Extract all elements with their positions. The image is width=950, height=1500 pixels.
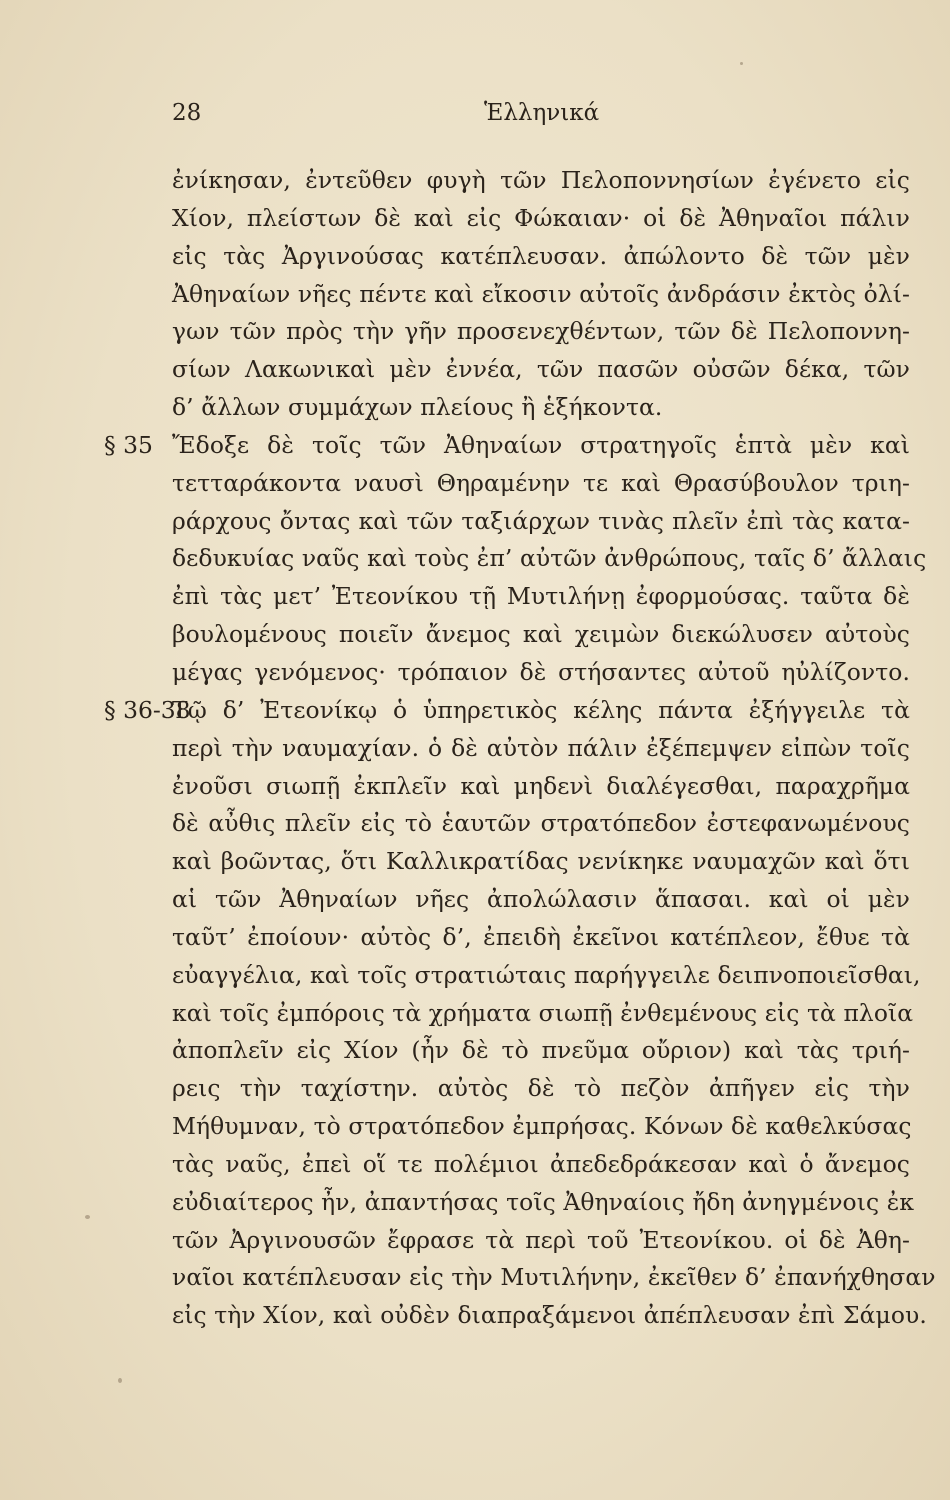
- text-line: [0, 957, 950, 995]
- text-line: [0, 881, 950, 919]
- text-line: [0, 578, 950, 616]
- text-line: [0, 1184, 950, 1222]
- page-number: 28: [172, 100, 202, 126]
- line-text: μέγας γενόμενος· τρόπαιον δὲ στήσαντες αὐτοῦ ηὐλίζοντο.: [172, 657, 910, 686]
- line-text: Μήθυμναν, τὸ στρατόπεδον ἐμπρήσας. Κόνων δὲ καθελκύσας: [172, 1112, 912, 1141]
- line-text: εἰς τὴν Χίον, καὶ οὐδὲν διαπραξάμενοι ἀπέπλευσαν ἐπὶ Σάμου.: [172, 1301, 927, 1330]
- text-line: [0, 654, 950, 692]
- text-line: [0, 200, 950, 238]
- line-text: τὰς ναῦς, ἐπεὶ οἵ τε πολέμιοι ἀπεδεδράκεσαν καὶ ὁ ἄνεμος: [172, 1149, 910, 1178]
- line-text: εἰς τὰς Ἀργινούσας κατέπλευσαν. ἀπώλοντο δὲ τῶν μὲν: [172, 241, 910, 270]
- line-text: ἐνίκησαν, ἐντεῦθεν φυγὴ τῶν Πελοποννησίων ἐγένετο εἰς: [172, 166, 910, 194]
- text-line: [0, 238, 950, 276]
- line-text: ἐνοῦσι σιωπῇ ἐκπλεῖν καὶ μηδενὶ διαλέγεσθαι, παραχρῆμα: [172, 771, 910, 800]
- text-line: [0, 768, 950, 806]
- text-line: [0, 995, 950, 1033]
- paper-speck: [118, 1378, 122, 1383]
- text-line: [0, 162, 950, 200]
- line-text: ρεις τὴν ταχίστην. αὐτὸς δὲ τὸ πεζὸν ἀπῆγεν εἰς τὴν: [172, 1074, 910, 1103]
- line-text: ναῖοι κατέπλευσαν εἰς τὴν Μυτιλήνην, ἐκεῖθεν δ’ ἐπανήχθησαν: [172, 1263, 936, 1292]
- text-line: [0, 843, 950, 881]
- line-text: εὐδιαίτερος ἦν, ἀπαντήσας τοῖς Ἀθηναίοις ἤδη ἀνηγμένοις ἐκ: [172, 1187, 915, 1216]
- line-text: δεδυκυίας ναῦς καὶ τοὺς ἐπ’ αὐτῶν ἀνθρώπους, ταῖς δ’ ἄλλαις: [172, 544, 927, 573]
- text-line: [0, 351, 950, 389]
- line-text: ράρχους ὄντας καὶ τῶν ταξιάρχων τινὰς πλεῖν ἐπὶ τὰς κατα-: [172, 506, 910, 535]
- line-text: Χίον, πλείστων δὲ καὶ εἰς Φώκαιαν· οἱ δὲ Ἀθηναῖοι πάλιν: [172, 203, 910, 232]
- text-line: [0, 1259, 950, 1297]
- line-text: Ἔδοξε δὲ τοῖς τῶν Ἀθηναίων στρατηγοῖς ἑπτὰ μὲν καὶ: [172, 430, 910, 459]
- text-line: [0, 276, 950, 314]
- line-text: ἀποπλεῖν εἰς Χίον (ἦν δὲ τὸ πνεῦμα οὔριον) καὶ τὰς τριή-: [172, 1036, 910, 1065]
- line-text: καὶ τοῖς ἐμπόροις τὰ χρήματα σιωπῇ ἐνθεμένους εἰς τὰ πλοῖα: [172, 998, 914, 1027]
- running-title: Ἑλληνικά: [484, 100, 600, 126]
- line-text: δ’ ἄλλων συμμάχων πλείους ἢ ἑξήκοντα.: [172, 393, 663, 422]
- text-line: [0, 616, 950, 654]
- text-line: [0, 540, 950, 578]
- text-line: [0, 1222, 950, 1260]
- line-text: τετταράκοντα ναυσὶ Θηραμένην τε καὶ Θρασύβουλον τριη-: [172, 468, 910, 497]
- text-line: [0, 919, 950, 957]
- text-line: [0, 389, 950, 427]
- text-line: [0, 313, 950, 351]
- body-text: [0, 162, 950, 1335]
- line-text: ἐπὶ τὰς μετ’ Ἐτεονίκου τῇ Μυτιλήνῃ ἐφορμούσας. ταῦτα δὲ: [172, 582, 910, 611]
- section-marker: § 36-38: [104, 695, 191, 724]
- text-line: [0, 805, 950, 843]
- section-marker: § 35: [104, 430, 153, 459]
- text-line: [0, 503, 950, 541]
- paper-speck: [85, 1215, 90, 1219]
- text-line: [0, 1297, 950, 1335]
- text-line: [0, 1146, 950, 1184]
- text-line: [0, 427, 950, 465]
- text-line: [0, 730, 950, 768]
- line-text: αἱ τῶν Ἀθηναίων νῆες ἀπολώλασιν ἅπασαι. καὶ οἱ μὲν: [172, 885, 910, 914]
- text-line: [0, 1108, 950, 1146]
- page-header: [172, 100, 912, 136]
- text-line: [0, 1070, 950, 1108]
- text-line: [0, 1032, 950, 1070]
- paper-speck: [740, 62, 743, 65]
- line-text: Τῷ δ’ Ἐτεονίκῳ ὁ ὑπηρετικὸς κέλης πάντα ἐξήγγειλε τὰ: [172, 695, 910, 724]
- text-line: [0, 465, 950, 503]
- line-text: περὶ τὴν ναυμαχίαν. ὁ δὲ αὐτὸν πάλιν ἐξέπεμψεν εἰπὼν τοῖς: [172, 733, 910, 762]
- line-text: δὲ αὖθις πλεῖν εἰς τὸ ἑαυτῶν στρατόπεδον ἐστεφανωμένους: [172, 809, 910, 838]
- line-text: βουλομένους ποιεῖν ἄνεμος καὶ χειμὼν διεκώλυσεν αὐτοὺς: [172, 620, 910, 649]
- line-text: καὶ βοῶντας, ὅτι Καλλικρατίδας νενίκηκε ναυμαχῶν καὶ ὅτι: [172, 847, 910, 876]
- line-text: γων τῶν πρὸς τὴν γῆν προσενεχθέντων, τῶν δὲ Πελοποννη-: [172, 317, 910, 346]
- line-text: ταῦτ’ ἐποίουν· αὐτὸς δ’, ἐπειδὴ ἐκεῖνοι κατέπλεον, ἔθυε τὰ: [172, 922, 910, 951]
- line-text: Ἀθηναίων νῆες πέντε καὶ εἴκοσιν αὐτοῖς ἀνδράσιν ἐκτὸς ὀλί-: [172, 279, 910, 308]
- line-text: σίων Λακωνικαὶ μὲν ἐννέα, τῶν πασῶν οὐσῶν δέκα, τῶν: [172, 355, 910, 384]
- line-text: εὐαγγέλια, καὶ τοῖς στρατιώταις παρήγγειλε δειπνοποιεῖσθαι,: [172, 960, 921, 989]
- text-line: [0, 692, 950, 730]
- line-text: τῶν Ἀργινουσῶν ἔφρασε τὰ περὶ τοῦ Ἐτεονίκου. οἱ δὲ Ἀθη-: [172, 1225, 910, 1254]
